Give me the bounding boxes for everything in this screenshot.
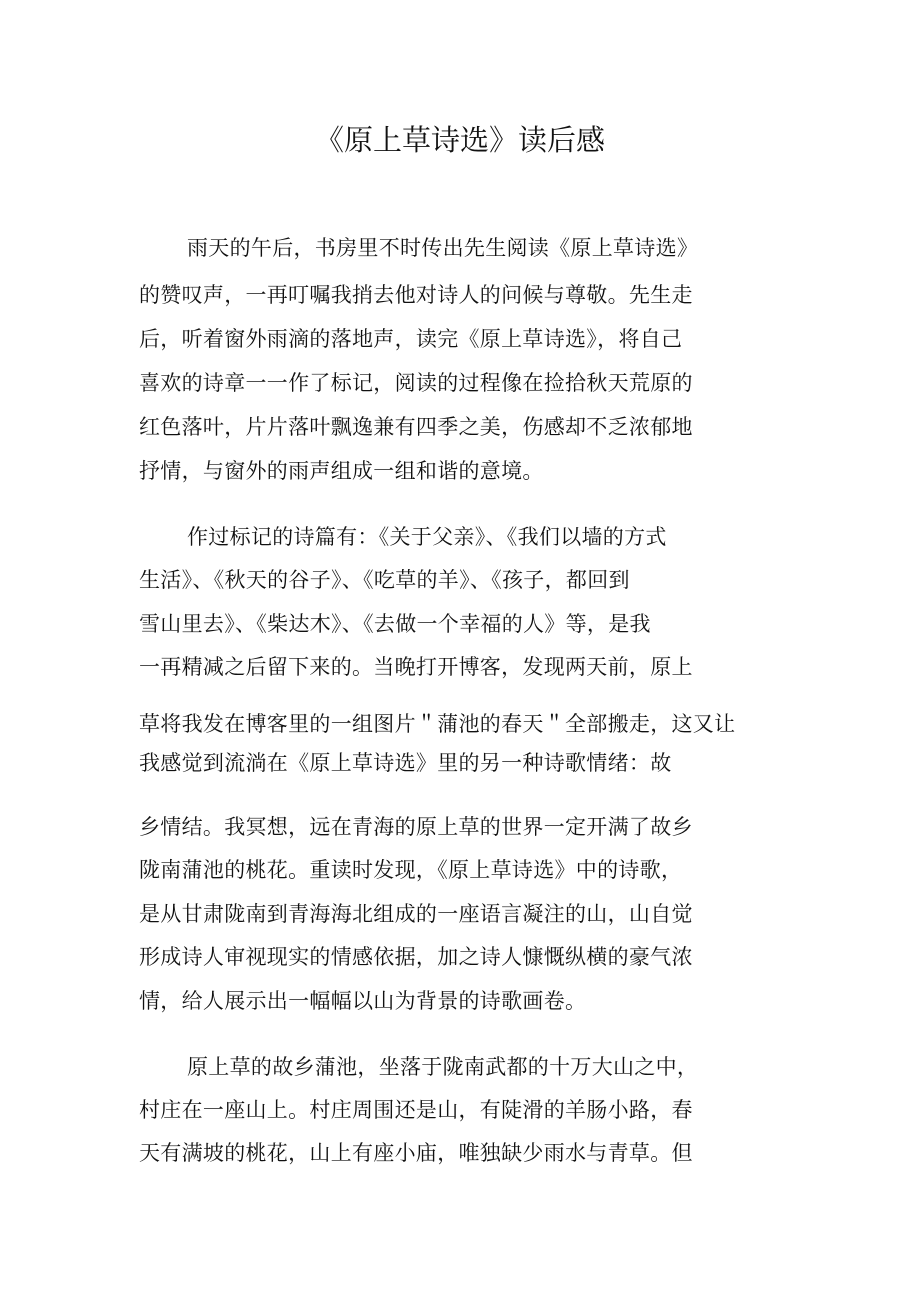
paragraph-line: 一再精减之后留下来的。当晚打开博客，发现两天前，原上: [139, 655, 693, 679]
paragraph-line: 天有满坡的桃花，山上有座小庙，唯独缺少雨水与青草。但: [139, 1141, 693, 1165]
paragraph-line: 后，听着窗外雨滴的落地声，读完《原上草诗选》，将自己: [139, 327, 683, 351]
paragraph-line: 红色落叶，片片落叶飘逸兼有四季之美，伤感却不乏浓郁地: [139, 415, 693, 439]
paragraph-line: 情，给人展示出一幅幅以山为背景的诗歌画卷。: [139, 989, 587, 1013]
paragraph-line: 喜欢的诗章一一作了标记，阅读的过程像在捡拾秋天荒原的: [139, 371, 693, 395]
paragraph-line: 抒情，与窗外的雨声组成一组和谐的意境。: [139, 459, 544, 483]
document-title: 《原上草诗选》读后感: [314, 123, 605, 157]
paragraph-line: 草将我发在博客里的一组图片＂蒲池的春天＂全部搬走，这又让: [139, 712, 736, 736]
paragraph-line: 雪山里去》、《柴达木》、《去做一个幸福的人》等，是我: [139, 612, 651, 636]
paragraph-line: 陇南蒲池的桃花。重读时发现，《原上草诗选》中的诗歌，: [139, 858, 683, 882]
paragraph-line: 雨天的午后，书房里不时传出先生阅读《原上草诗选》: [187, 236, 699, 260]
paragraph-line: 是从甘肃陇南到青海海北组成的一座语言凝注的山，山自觉: [139, 902, 693, 926]
paragraph-line: 生活》、《秋天的谷子》、《吃草的羊》、《孩子，都回到: [139, 568, 630, 592]
paragraph-line: 的赞叹声，一再叮嘱我捎去他对诗人的问候与尊敬。先生走: [139, 283, 693, 307]
paragraph-line: 原上草的故乡蒲池，坐落于陇南武都的十万大山之中，: [187, 1055, 699, 1079]
paragraph-line: 村庄在一座山上。村庄周围还是山，有陡滑的羊肠小路，春: [139, 1098, 693, 1122]
paragraph-line: 乡情结。我冥想，远在青海的原上草的世界一定开满了故乡: [139, 815, 693, 839]
paragraph-line: 形成诗人审视现实的情感依据，加之诗人慷慨纵横的豪气浓: [139, 945, 693, 969]
paragraph-line: 我感觉到流淌在《原上草诗选》里的另一种诗歌情绪：故: [139, 751, 672, 775]
paragraph-line: 作过标记的诗篇有：《关于父亲》、《我们以墙的方式: [187, 525, 667, 549]
